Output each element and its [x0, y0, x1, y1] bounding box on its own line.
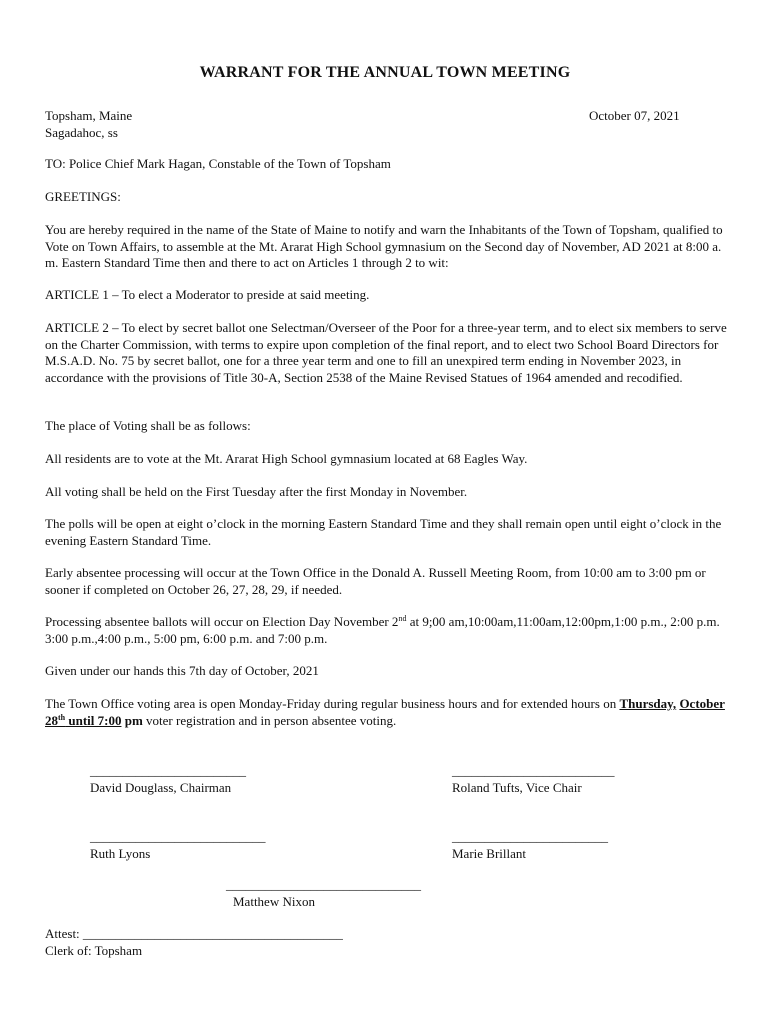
to-line: TO: Police Chief Mark Hagan, Constable of the Town of Topsham — [45, 156, 391, 171]
attest-block — [45, 925, 343, 959]
place-of-voting: The place of Voting shall be as follows: — [45, 418, 251, 433]
greetings: GREETINGS: — [45, 189, 121, 204]
signer-name: David Douglass, Chairman — [90, 780, 232, 795]
signature-douglass — [90, 762, 246, 796]
given-paragraph: Given under our hands this 7th day of October, 2021 — [45, 663, 319, 678]
office-text: The Town Office voting area is open Monday-Friday during regular business hours and for extended hours on — [45, 696, 620, 711]
residents-paragraph: All residents are to vote at the Mt. Ararat High School gymnasium located at 68 Eagles Way. — [45, 451, 528, 466]
attest-signature-line: ________________________________________ — [82, 926, 343, 941]
signature-line: ___________________________ — [90, 829, 266, 844]
office-date-text: October 28 — [45, 696, 725, 728]
attest-line — [45, 925, 343, 942]
signer-name: Ruth Lyons — [90, 846, 151, 861]
signer-name: Roland Tufts, Vice Chair — [452, 780, 582, 795]
signature-nixon — [226, 876, 421, 910]
processing-paragraph — [45, 614, 730, 647]
office-hours-paragraph — [45, 696, 730, 729]
document-date: October 07, 2021 — [589, 108, 680, 123]
signer-name: Marie Brillant — [452, 846, 527, 861]
office-pm: pm — [121, 712, 143, 728]
signature-line: ________________________ — [90, 763, 246, 778]
office-date-time: until 7:00 — [65, 712, 122, 728]
signer-name: Matthew Nixon — [233, 894, 315, 909]
early-absentee-paragraph: Early absentee processing will occur at the Town Office in the Donald A. Russell Meeting Room, from 10:00 am to 3:00 pm or sooner if completed on October 26, 27, 28, 29, if needed. — [45, 565, 706, 597]
article-1: ARTICLE 1 – To elect a Moderator to preside at said meeting. — [45, 287, 370, 302]
signature-lyons — [90, 828, 266, 862]
processing-superscript: nd — [398, 614, 407, 623]
intro-paragraph: You are hereby required in the name of the State of Maine to notify and warn the Inhabitants of the Town of Topsham, qualified to Vote on Town Affairs, to assemble at the Mt. Ararat High School gymnasium on the Second day of November, AD 2021 at 8:00 a. m. Eastern Standard Time then and there to act on Articles 1 through 2 to wit: — [45, 222, 723, 270]
polls-paragraph: The polls will be open at eight o’clock in the morning Eastern Standard Time and they shall remain open until eight o’clock in the evening Eastern Standard Time. — [45, 516, 722, 548]
signature-line: _________________________ — [452, 763, 615, 778]
location-line-2: Sagadahoc, ss — [45, 124, 118, 140]
clerk-line: Clerk of: Topsham — [45, 943, 143, 958]
attest-label: Attest: — [45, 926, 83, 941]
location-line-1: Topsham, Maine — [45, 108, 133, 123]
signature-line: ______________________________ — [226, 877, 421, 892]
office-day: Thursday, — [619, 696, 677, 711]
processing-times: at 9;00 am,10:00am,11:00am,12:00pm,1:00 p.m., 2:00 p.m. 3:00 p.m.,4:00 p.m., 5:00 pm, 6:00 p.m. and 7:00 p.m. — [45, 614, 720, 646]
office-date-superscript: th — [58, 712, 66, 722]
signature-tufts — [452, 762, 615, 796]
office-text-end: voter registration and in person absentee voting. — [142, 712, 397, 728]
article-2: ARTICLE 2 – To elect by secret ballot one Selectman/Overseer of the Poor for a three-year term, and to elect six members to serve on the Charter Commission, with terms to expire upon completion of the final report, and to elect two School Board Directors for M.S.A.D. No. 75 by secret ballot, one for a three year term and one to fill an unexpired term ending in November 2023, in accordance with the provisions of Title 30-A, Section 2538 of the Maine Revised Statues of 1964 amended and recodified. — [45, 320, 727, 385]
processing-text: Processing absentee ballots will occur on Election Day November 2 — [45, 614, 399, 629]
document-title: WARRANT FOR THE ANNUAL TOWN MEETING — [199, 64, 571, 81]
voting-day-paragraph: All voting shall be held on the First Tuesday after the first Monday in November. — [45, 484, 468, 499]
signature-line: ________________________ — [452, 829, 608, 844]
signature-brillant — [452, 828, 608, 862]
